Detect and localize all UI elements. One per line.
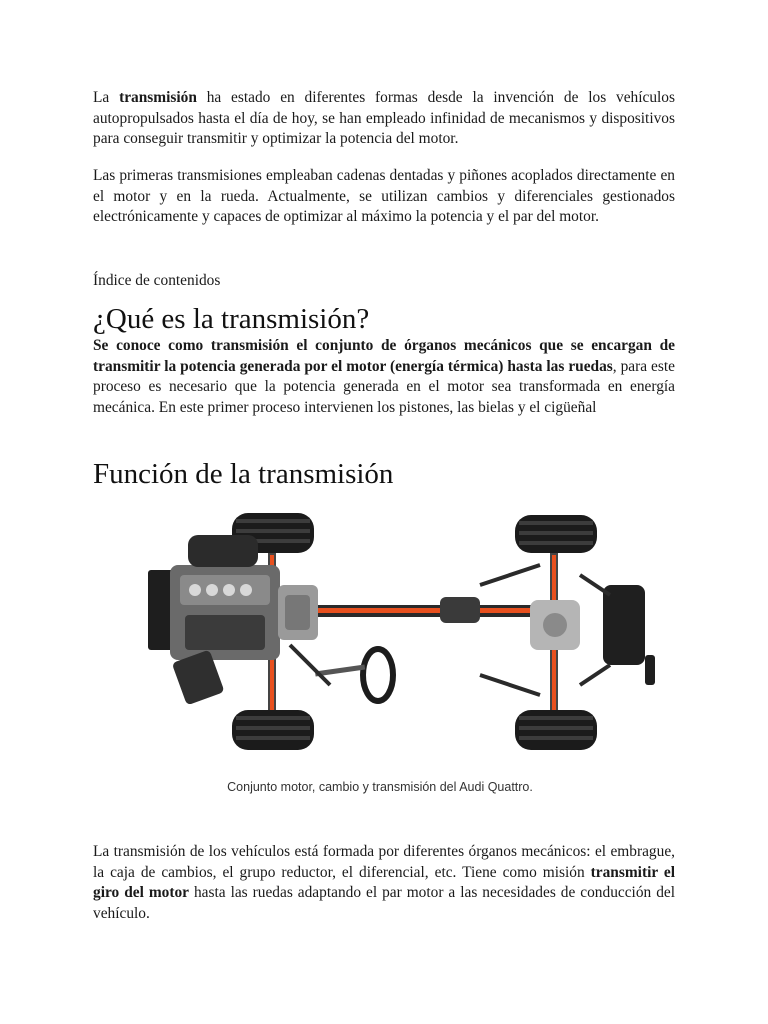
components-paragraph	[93, 842, 675, 924]
history-paragraph: Las primeras transmisiones empleaban cadenas dentadas y piñones acoplados directamente en el motor y en la rueda. Actualmente, se utilizan cambios y diferenciales gestionados electrónicamente y capaces de optimizar al máximo la potencia y el par del motor.	[93, 167, 675, 226]
definition-paragraph	[93, 336, 675, 418]
section-heading-what-is: ¿Qué es la transmisión?	[93, 303, 370, 335]
bold-definition: Se conoce como transmisión el conjunto de órganos mecánicos que se encargan de transmitir la potencia generada por el motor (energía térmica) hasta las ruedas	[93, 337, 675, 375]
text-run: ha estado en diferentes formas desde la invención de los vehículos autopropulsados hasta el día de hoy, se han empleado infinidad de mecanismos y dispositivos para conseguir transmitir y optimizar la potencia del motor.	[93, 89, 675, 148]
bold-phrase: transmitir el giro del motor	[93, 863, 675, 902]
text-run: , para este proceso es necesario que la potencia generada en el motor sea transformada en energía mecánica. En este primer proceso intervienen los pistones, las bielas y el cigüeñal	[93, 357, 675, 416]
section-heading-function: Función de la transmisión	[93, 458, 394, 490]
front-right-wheel	[232, 710, 314, 750]
drivetrain-illustration	[140, 505, 660, 770]
bold-term: transmisión	[119, 89, 197, 106]
rear-right-wheel	[515, 710, 597, 750]
text-run: La transmisión de los vehículos está formada por diferentes órganos mecánicos: el embrague, la caja de cambios, el grupo reductor, el diferencial, etc. Tiene como misión	[93, 843, 675, 881]
text-run: La	[93, 89, 120, 106]
toc-link[interactable]: Índice de contenidos	[93, 272, 221, 289]
steering-wheel	[315, 649, 393, 701]
rear-left-wheel	[515, 515, 597, 553]
intro-paragraph	[93, 88, 675, 150]
figure-caption: Conjunto motor, cambio y transmisión del Audi Quattro.	[227, 780, 533, 794]
gearbox	[278, 585, 318, 640]
driveshaft	[300, 597, 550, 623]
text-run: hasta las ruedas adaptando el par motor a las necesidades de conducción del vehículo.	[93, 884, 675, 922]
engine-block	[148, 535, 280, 705]
rear-differential	[530, 585, 655, 685]
